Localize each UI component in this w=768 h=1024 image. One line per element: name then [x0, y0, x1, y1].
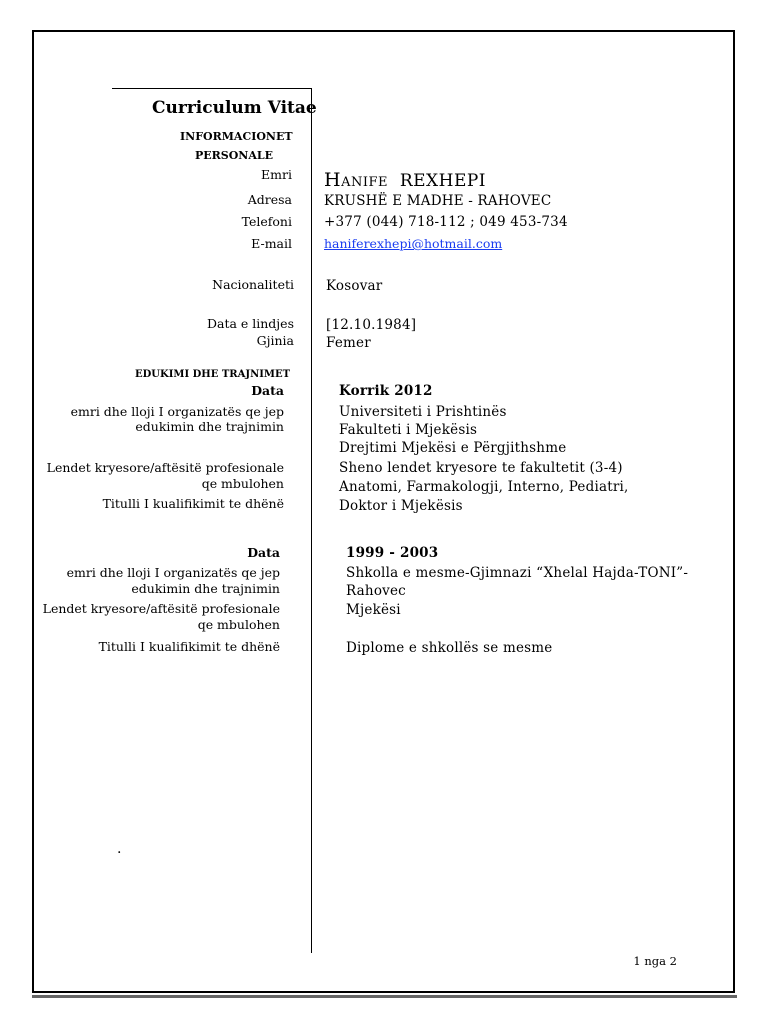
edu1-org-3: Drejtimi Mjekësi e Përgjithshme	[339, 440, 567, 456]
edu1-title-label: Titulli I kualifikimit te dhënë	[102, 496, 284, 511]
phone-value: +377 (044) 718-112 ; 049 453-734	[324, 214, 568, 230]
phone-label: Telefoni	[241, 214, 292, 229]
edu1-title: Doktor i Mjekësis	[339, 498, 463, 514]
full-name	[324, 170, 486, 191]
dob-value: [12.10.1984]	[326, 317, 417, 333]
edu1-subjects-1: Sheno lendet kryesore te fakultetit (3-4)	[339, 460, 623, 476]
page-bottom-edge	[32, 995, 737, 998]
edu1-subjects-label-1: Lendet kryesore/aftësitë profesionale	[46, 460, 284, 475]
edu2-org-label-2: edukimin dhe trajnimin	[131, 581, 280, 596]
nationality-value: Kosovar	[326, 278, 383, 294]
edu1-org-label-1: emri dhe lloji I organizatës qe jep	[70, 404, 284, 419]
section-education-heading: EDUKIMI DHE TRAJNIMET	[135, 369, 291, 380]
edu2-subjects-1: Mjekësi	[346, 602, 401, 618]
gender-value: Femer	[326, 335, 371, 351]
email-label: E-mail	[251, 236, 292, 251]
edu1-org-label-2: edukimin dhe trajnimin	[135, 419, 284, 434]
section-personal-heading-2: PERSONALE	[194, 149, 274, 162]
address-label: Adresa	[247, 192, 292, 207]
name-rest: ANIFE	[341, 175, 388, 190]
edu2-date: 1999 - 2003	[346, 545, 439, 561]
edu1-date: Korrik 2012	[339, 383, 433, 399]
dob-label: Data e lindjes	[206, 316, 294, 331]
email-link[interactable]: haniferexhepi@hotmail.com	[324, 236, 503, 251]
surname: REXHEPI	[399, 171, 487, 191]
edu1-subjects-2: Anatomi, Farmakologji, Interno, Pediatri,	[339, 479, 629, 495]
edu1-org-1: Universiteti i Prishtinës	[339, 404, 507, 420]
edu2-title-label: Titulli I kualifikimit te dhënë	[98, 639, 280, 654]
column-divider	[311, 88, 312, 953]
edu2-title: Diplome e shkollës se mesme	[346, 640, 553, 656]
section-personal-heading-1: INFORMACIONET	[180, 130, 293, 143]
gender-label: Gjinia	[256, 333, 294, 348]
edu1-date-label: Data	[251, 383, 284, 398]
edu1-org-2: Fakulteti i Mjekësis	[339, 422, 478, 438]
edu2-subjects-label-1: Lendet kryesore/aftësitë profesionale	[42, 601, 280, 616]
name-label: Emri	[261, 167, 292, 182]
edu2-date-label: Data	[247, 545, 280, 560]
address-value: KRUSHË E MADHE - RAHOVEC	[324, 193, 552, 209]
edu2-org-2: Rahovec	[346, 583, 406, 599]
page-title: Curriculum Vitae	[152, 98, 317, 118]
edu2-org-1: Shkolla e mesme-Gjimnazi “Xhelal Hajda-TONI”-	[346, 565, 689, 581]
edu2-subjects-label-2: qe mbulohen	[197, 617, 280, 632]
edu2-org-label-1: emri dhe lloji I organizatës qe jep	[66, 565, 280, 580]
edu1-subjects-label-2: qe mbulohen	[201, 476, 284, 491]
name-initial: H	[324, 169, 342, 191]
page-number: 1 nga 2	[633, 954, 677, 968]
header-rule	[112, 88, 312, 89]
stray-dot: .	[117, 841, 122, 857]
nationality-label: Nacionaliteti	[212, 277, 294, 292]
